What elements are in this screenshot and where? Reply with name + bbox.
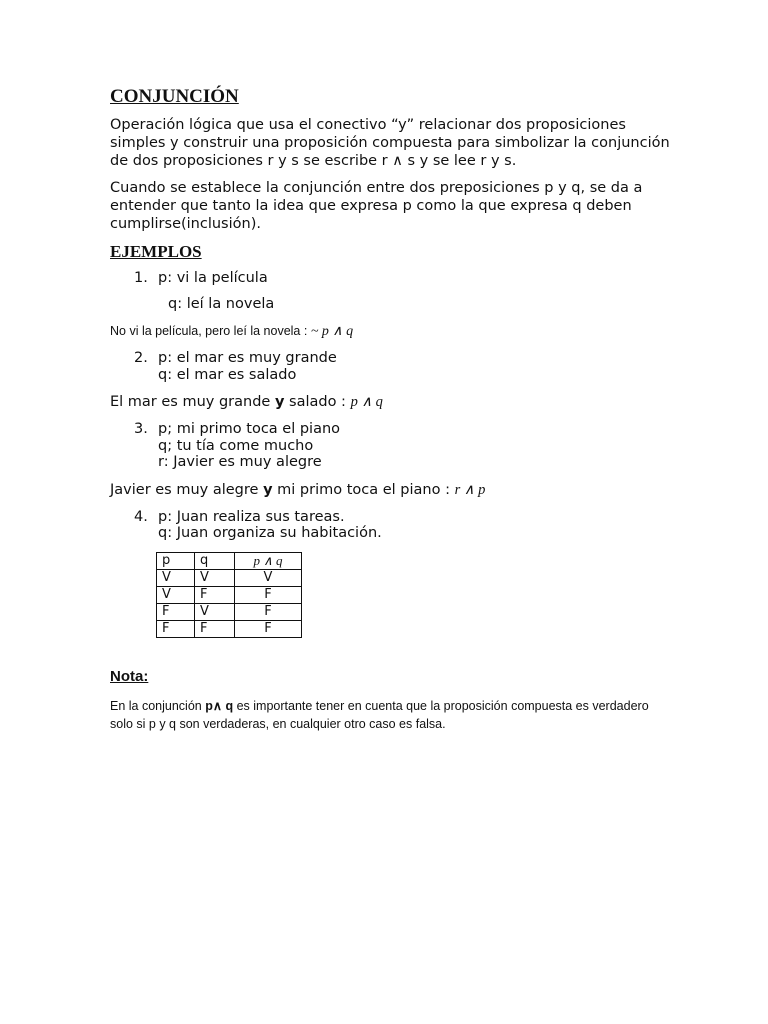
table-cell: F xyxy=(195,586,235,603)
table-row xyxy=(157,586,302,603)
document-page xyxy=(110,86,670,733)
example-2-first-line xyxy=(110,350,670,367)
note-heading: Nota: xyxy=(110,667,149,685)
example-number: 3. xyxy=(134,421,148,437)
truth-table-header-row xyxy=(157,552,302,569)
table-cell: F xyxy=(195,620,235,637)
example-1-first-line xyxy=(110,270,670,287)
result-text: Javier es muy alegre xyxy=(110,481,264,498)
note-text: En la conjunción xyxy=(110,698,206,713)
proposition-q: q: Juan organiza su habitación. xyxy=(158,525,382,541)
table-cell: F xyxy=(235,603,302,620)
examples-heading: EJEMPLOS xyxy=(110,242,202,261)
proposition-p: p: el mar es muy grande xyxy=(158,350,337,366)
proposition-p: p: Juan realiza sus tareas. xyxy=(158,508,345,525)
explanation-paragraph: Cuando se establece la conjunción entre dos preposiciones p y q, se da a entender que tanto la idea que expresa p como la que expresa q deben cumplirse(inclusión). xyxy=(110,180,643,232)
table-cell: F xyxy=(157,620,195,637)
result-text: El mar es muy grande xyxy=(110,394,275,410)
table-cell: V xyxy=(157,569,195,586)
proposition-p: p; mi primo toca el piano xyxy=(158,421,341,437)
table-cell: V xyxy=(157,586,195,603)
table-cell: F xyxy=(235,620,302,637)
table-cell: F xyxy=(235,586,302,603)
result-connective: y xyxy=(274,394,285,410)
table-cell: V xyxy=(195,603,235,620)
result-text: mi primo toca el piano : xyxy=(272,481,455,498)
table-cell: V xyxy=(195,569,235,586)
note-body xyxy=(110,697,670,733)
example-4 xyxy=(110,509,670,542)
example-1 xyxy=(110,270,670,341)
example-3-first-line xyxy=(110,421,670,438)
result-text: salado : xyxy=(284,394,351,410)
table-header-cell: q xyxy=(195,552,235,569)
truth-table xyxy=(156,552,302,638)
example-number: 4. xyxy=(134,508,148,525)
note-text: es importante tener en cuenta que la proposición compuesta es verdadero solo si p y q son verdaderas, en cualquier otro caso es falsa. xyxy=(110,698,649,731)
proposition-q: q; tu tía come mucho xyxy=(158,437,314,454)
example-number: 2. xyxy=(134,350,148,366)
table-row xyxy=(157,569,302,586)
result-formula: r ∧ p xyxy=(454,481,486,498)
example-2 xyxy=(110,350,670,411)
table-cell: V xyxy=(235,569,302,586)
table-row xyxy=(157,620,302,637)
table-header-cell: p ∧ q xyxy=(235,552,302,569)
example-3-result xyxy=(110,481,670,499)
table-header-cell: p xyxy=(157,552,195,569)
example-4-first-line xyxy=(110,509,670,526)
result-text: No vi la película, pero leí la novela : xyxy=(110,324,311,338)
note-formula: p∧ q xyxy=(205,698,234,713)
result-formula: ~ p ∧ q xyxy=(310,324,354,339)
table-cell: F xyxy=(157,603,195,620)
example-3 xyxy=(110,421,670,499)
table-row xyxy=(157,603,302,620)
page-title: CONJUNCIÓN xyxy=(110,86,239,107)
proposition-q: q: leí la novela xyxy=(168,295,275,312)
example-1-result xyxy=(110,322,670,341)
proposition-q: q: el mar es salado xyxy=(158,366,297,383)
definition-paragraph: Operación lógica que usa el conectivo “y” relacionar dos proposiciones simples y construir una proposición compuesta para simbolizar la conjunción de dos proposiciones r y s se escribe r ∧ s y se lee r y s. xyxy=(110,117,670,169)
result-connective: y xyxy=(263,481,273,498)
example-number: 1. xyxy=(134,270,148,286)
proposition-p: p: vi la película xyxy=(158,270,268,286)
example-2-result xyxy=(110,393,670,411)
result-formula: p ∧ q xyxy=(350,394,383,410)
proposition-r: r: Javier es muy alegre xyxy=(158,454,322,470)
